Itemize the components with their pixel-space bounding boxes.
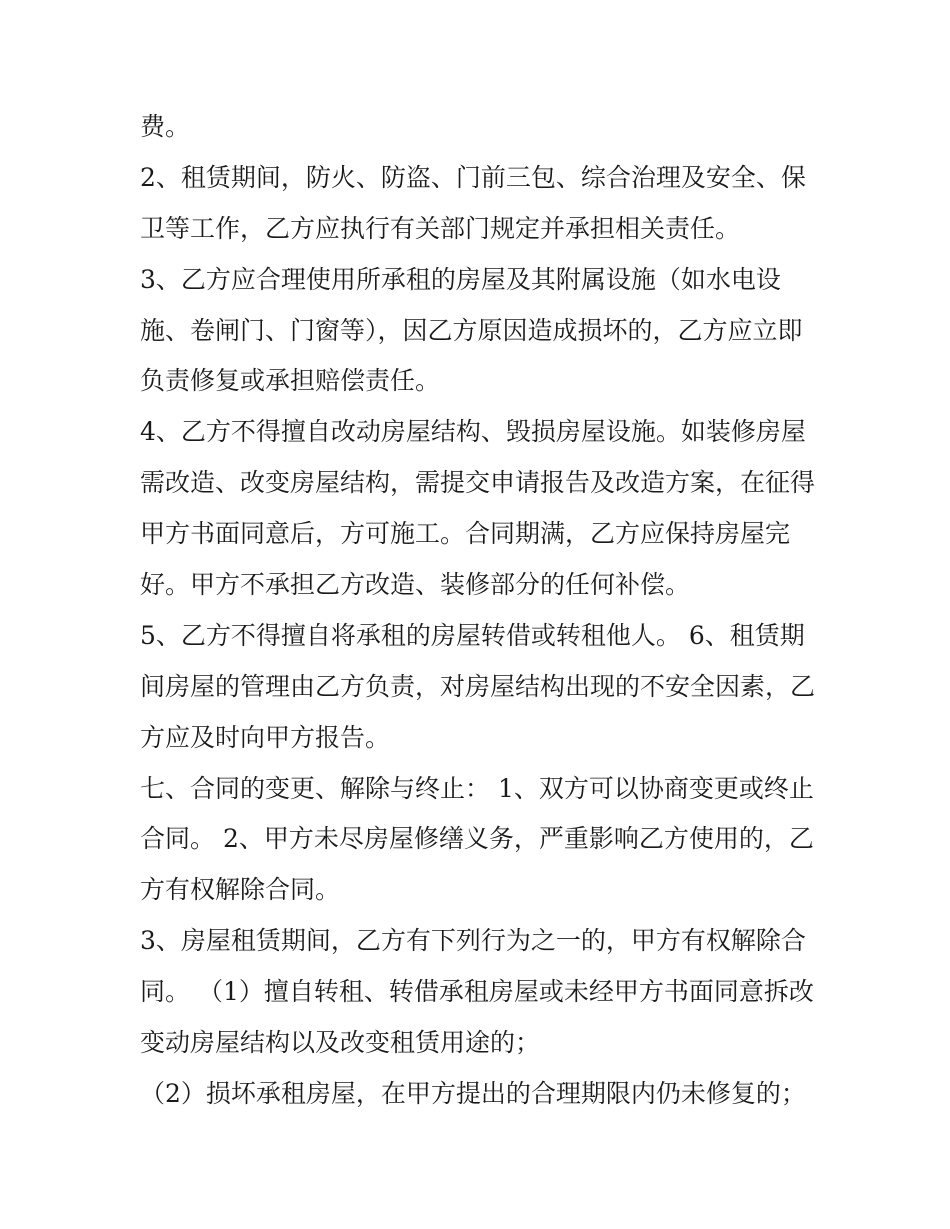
text-line: 同。 （1）擅自转租、转借承租房屋或未经甲方书面同意拆改 (140, 977, 814, 1007)
text-line: 间房屋的管理由乙方负责，对房屋结构出现的不安全因素，乙 (140, 671, 816, 701)
text-line: 需改造、改变房屋结构，需提交申请报告及改造方案，在征得 (140, 468, 816, 498)
text-line: 施、卷闸门、门窗等），因乙方原因造成损坏的，乙方应立即 (140, 315, 803, 345)
text-line: 甲方书面同意后，方可施工。合同期满，乙方应保持房屋完 (140, 519, 791, 549)
text-line: （2）损坏承租房屋，在甲方提出的合理期限内仍未修复的； (140, 1078, 806, 1108)
text-line: 负责修复或承担赔偿责任。 (140, 366, 441, 396)
text-line: 方应及时向甲方报告。 (140, 722, 391, 752)
contract-text (140, 102, 820, 1120)
text-line: 方有权解除合同。 (140, 875, 341, 905)
text-line: 卫等工作，乙方应执行有关部门规定并承担相关责任。 (140, 213, 741, 243)
text-line: 好。甲方不承担乙方改造、装修部分的任何补偿。 (140, 570, 691, 600)
text-line: 七、合同的变更、解除与终止： 1、双方可以协商变更或终止 (140, 773, 814, 803)
text-line: 费。 (140, 112, 191, 141)
text-line: 2、租赁期间，防火、防盗、门前三包、综合治理及安全、保 (140, 162, 806, 192)
text-line: 3、乙方应合理使用所承租的房屋及其附属设施（如水电设 (140, 264, 781, 294)
text-line: 4、乙方不得擅自改动房屋结构、毁损房屋设施。如装修房屋 (140, 417, 806, 447)
text-line: 变动房屋结构以及改变租赁用途的； (140, 1028, 541, 1058)
text-line: 3、房屋租赁期间，乙方有下列行为之一的，甲方有权解除合 (140, 926, 806, 956)
text-line: 合同。 2、甲方未尽房屋修缮义务，严重影响乙方使用的，乙 (140, 824, 814, 854)
text-line: 5、乙方不得擅自将承租的房屋转借或转租他人。 6、租赁期 (140, 620, 805, 650)
